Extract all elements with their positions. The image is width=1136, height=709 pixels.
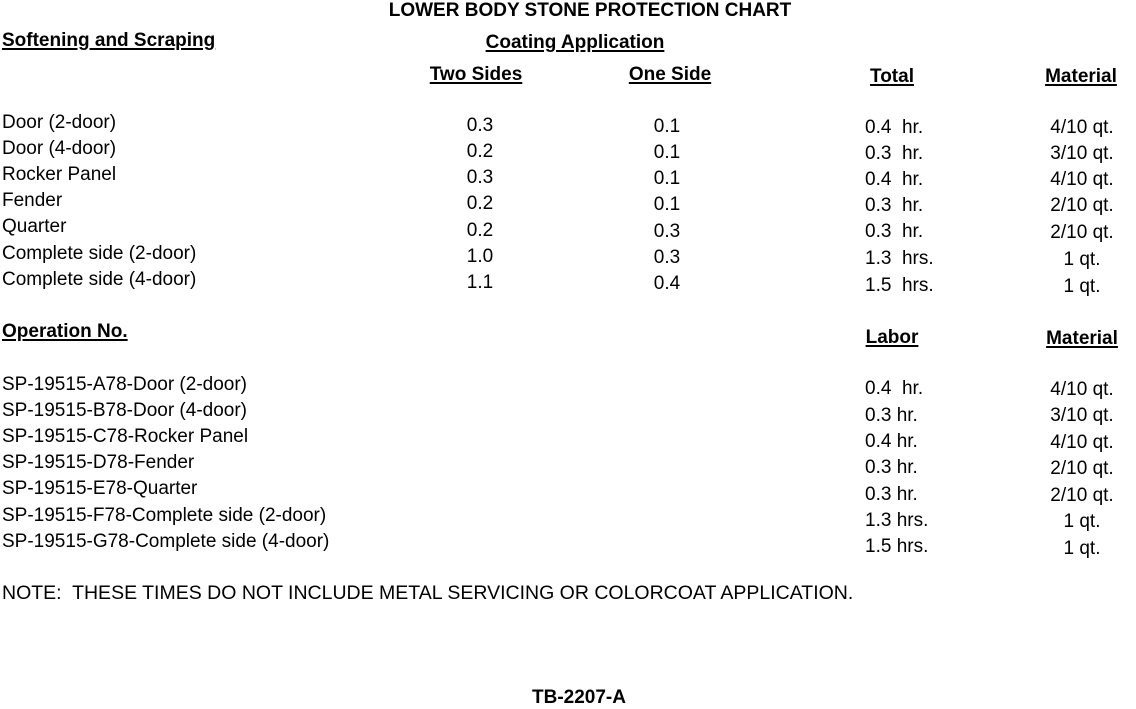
row-item: Complete side (4-door) — [2, 269, 197, 290]
row-labor: 0.4 hr. — [865, 431, 918, 452]
row-one-side: 0.1 — [653, 142, 681, 163]
row-total: 1.3 hrs. — [865, 248, 934, 269]
row-total: 0.3 hr. — [865, 143, 924, 164]
row-one-side: 0.1 — [653, 194, 681, 215]
row-total: 1.5 hrs. — [865, 275, 934, 296]
row-material: 2/10 qt. — [1050, 458, 1114, 479]
row-op: SP-19515-A78-Door (2-door) — [2, 374, 248, 395]
row-labor: 0.3 hr. — [865, 484, 918, 505]
row-op: SP-19515-G78-Complete side (4-door) — [2, 531, 330, 552]
col-two-sides: Two Sides — [429, 64, 523, 85]
row-item: Door (2-door) — [2, 112, 117, 133]
row-material: 4/10 qt. — [1050, 117, 1114, 138]
softening-heading: Softening and Scraping — [2, 30, 216, 51]
row-item: Door (4-door) — [2, 138, 117, 159]
row-material: 4/10 qt. — [1050, 379, 1114, 400]
col-material: Material — [1045, 66, 1117, 87]
row-item: Fender — [2, 190, 63, 211]
col-total: Total — [870, 66, 914, 87]
operation-heading: Operation No. — [2, 321, 128, 342]
row-one-side: 0.3 — [653, 247, 681, 268]
row-op: SP-19515-B78-Door (4-door) — [2, 400, 248, 421]
row-item: Complete side (2-door) — [2, 243, 197, 264]
row-material: 1 qt. — [1063, 249, 1101, 270]
row-total: 0.3 hr. — [865, 221, 924, 242]
row-item: Rocker Panel — [2, 164, 117, 185]
row-material: 1 qt. — [1063, 538, 1101, 559]
row-material: 4/10 qt. — [1050, 432, 1114, 453]
row-total: 0.4 hr. — [865, 169, 924, 190]
row-material: 3/10 qt. — [1050, 143, 1114, 164]
row-two-sides: 1.1 — [466, 272, 494, 293]
row-total: 0.3 hr. — [865, 195, 924, 216]
row-material: 2/10 qt. — [1050, 195, 1114, 216]
row-op: SP-19515-E78-Quarter — [2, 478, 198, 499]
page-title: LOWER BODY STONE PROTECTION CHART — [388, 0, 792, 21]
row-one-side: 0.3 — [653, 221, 681, 242]
col-material-2: Material — [1046, 328, 1118, 349]
note-text: NOTE: THESE TIMES DO NOT INCLUDE METAL SERVICING OR COLORCOAT APPLICATION. — [2, 582, 854, 604]
col-one-side: One Side — [628, 64, 712, 85]
row-labor: 1.5 hrs. — [865, 536, 929, 557]
coating-heading: Coating Application — [485, 32, 665, 53]
row-one-side: 0.1 — [653, 168, 681, 189]
row-op: SP-19515-D78-Fender — [2, 452, 195, 473]
row-labor: 0.3 hr. — [865, 405, 918, 426]
document-code: TB-2207-A — [532, 687, 626, 708]
col-labor: Labor — [865, 327, 919, 348]
row-two-sides: 1.0 — [466, 246, 494, 267]
row-one-side: 0.4 — [653, 273, 681, 294]
row-op: SP-19515-C78-Rocker Panel — [2, 426, 249, 447]
row-two-sides: 0.2 — [466, 220, 494, 241]
row-material: 3/10 qt. — [1050, 405, 1114, 426]
row-labor: 0.4 hr. — [865, 378, 924, 399]
row-two-sides: 0.2 — [466, 141, 494, 162]
row-two-sides: 0.3 — [466, 167, 494, 188]
row-labor: 1.3 hrs. — [865, 510, 929, 531]
row-op: SP-19515-F78-Complete side (2-door) — [2, 505, 327, 526]
row-material: 2/10 qt. — [1050, 222, 1114, 243]
row-item: Quarter — [2, 216, 67, 237]
row-two-sides: 0.2 — [466, 193, 494, 214]
row-two-sides: 0.3 — [466, 115, 494, 136]
row-one-side: 0.1 — [653, 116, 681, 137]
row-material: 2/10 qt. — [1050, 485, 1114, 506]
row-material: 1 qt. — [1063, 511, 1101, 532]
row-material: 4/10 qt. — [1050, 169, 1114, 190]
row-labor: 0.3 hr. — [865, 457, 918, 478]
row-total: 0.4 hr. — [865, 117, 924, 138]
row-material: 1 qt. — [1063, 276, 1101, 297]
